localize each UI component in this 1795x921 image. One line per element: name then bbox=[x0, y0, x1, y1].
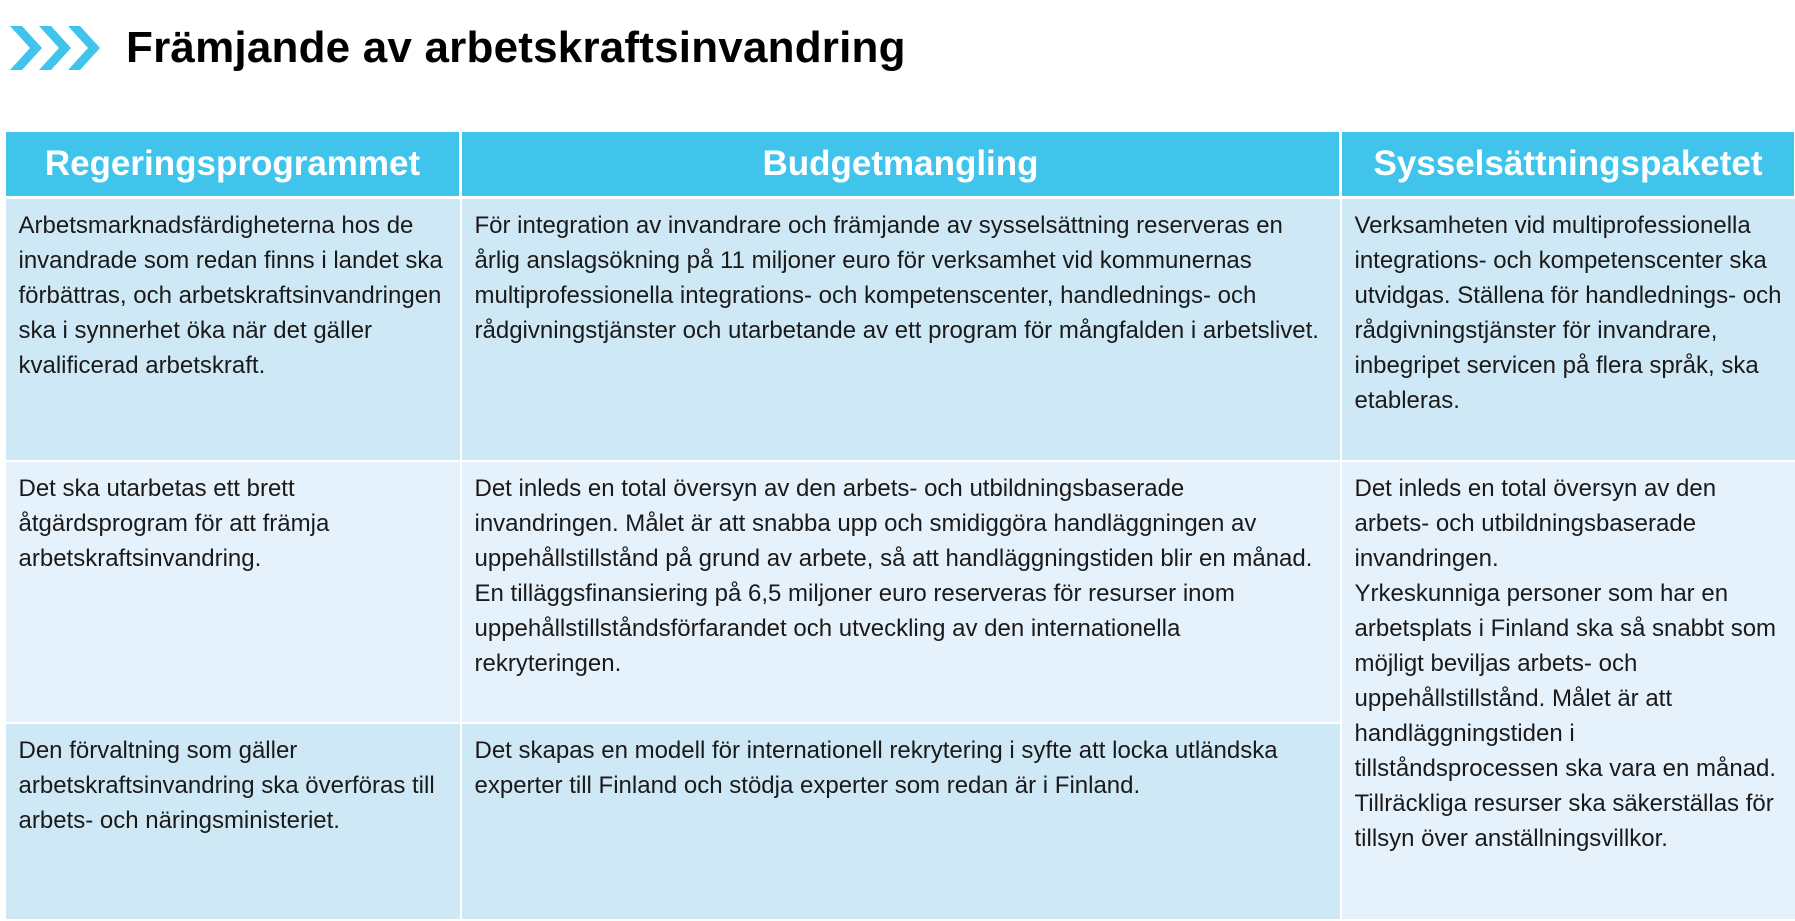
cell-sysselsattningspaketet-2 bbox=[1341, 461, 1795, 920]
column-header-sysselsattningspaketet: Sysselsättningspaketet bbox=[1341, 131, 1795, 198]
cell-text: En tilläggsfinansiering på 6,5 miljoner euro reserveras för resurser inom uppehållstillståndsförfarandet och utveckling av den internationella rekryteringen. bbox=[475, 576, 1328, 681]
column-header-budgetmangling: Budgetmangling bbox=[461, 131, 1341, 198]
comparison-table bbox=[3, 129, 1795, 921]
cell-budgetmangling-1 bbox=[461, 198, 1341, 462]
table-header-row bbox=[5, 131, 1795, 198]
cell-regeringsprogrammet-1 bbox=[5, 198, 461, 462]
cell-text: Yrkeskunniga personer som har en arbetsplats i Finland ska så snabbt som möjligt beviljas arbets- och uppehållstillstånd. Målet är att handläggningstiden i tillståndsprocessen ska vara en månad. Tillräckliga resurser ska säkerställas för tillsyn över anställningsvillkor. bbox=[1355, 576, 1783, 856]
cell-regeringsprogrammet-2 bbox=[5, 461, 461, 723]
cell-budgetmangling-2 bbox=[461, 461, 1341, 723]
page-title: Främjande av arbetskraftsinvandring bbox=[126, 23, 906, 73]
cell-text: Det inleds en total översyn av den arbets- och utbildningsbaserade invandringen. Målet är att snabba upp och smidiggöra handläggningen av uppehållstillstånd på grund av arbete, så att handläggningstiden blir en månad. bbox=[475, 471, 1328, 576]
table-row bbox=[5, 198, 1795, 462]
page-header bbox=[10, 18, 906, 78]
cell-text: För integration av invandrare och främjande av sysselsättning reserveras en årlig anslagsökning på 11 miljoner euro för verksamhet vid kommunernas multiprofessionella integrations- och kompetenscenter, handlednings- och rådgivningstjänster och utarbetande av ett program för mångfalden i arbetslivet. bbox=[475, 208, 1328, 348]
cell-text: Verksamheten vid multiprofessionella integrations- och kompetenscenter ska utvidgas. Ställena för handlednings- och rådgivningstjänster för invandrare, inbegripet servicen på flera språk, ska etableras. bbox=[1355, 208, 1783, 418]
cell-text: Det inleds en total översyn av den arbets- och utbildningsbaserade invandringen. bbox=[1355, 471, 1783, 576]
cell-sysselsattningspaketet-1 bbox=[1341, 198, 1795, 462]
cell-text: Det skapas en modell för internationell rekrytering i syfte att locka utländska experter till Finland och stödja experter som redan är i Finland. bbox=[475, 733, 1328, 803]
cell-budgetmangling-3 bbox=[461, 723, 1341, 920]
cell-regeringsprogrammet-3 bbox=[5, 723, 461, 920]
table-row bbox=[5, 461, 1795, 723]
cell-text: Det ska utarbetas ett brett åtgärdsprogram för att främja arbetskraftsinvandring. bbox=[19, 471, 448, 576]
column-header-regeringsprogrammet: Regeringsprogrammet bbox=[5, 131, 461, 198]
cell-text: Den förvaltning som gäller arbetskraftsinvandring ska överföras till arbets- och näringsministeriet. bbox=[19, 733, 448, 838]
cell-text: Arbetsmarknadsfärdigheterna hos de invandrade som redan finns i landet ska förbättras, och arbetskraftsinvandringen ska i synnerhet öka när det gäller kvalificerad arbetskraft. bbox=[19, 208, 448, 383]
triple-chevron-right-icon bbox=[10, 23, 104, 73]
